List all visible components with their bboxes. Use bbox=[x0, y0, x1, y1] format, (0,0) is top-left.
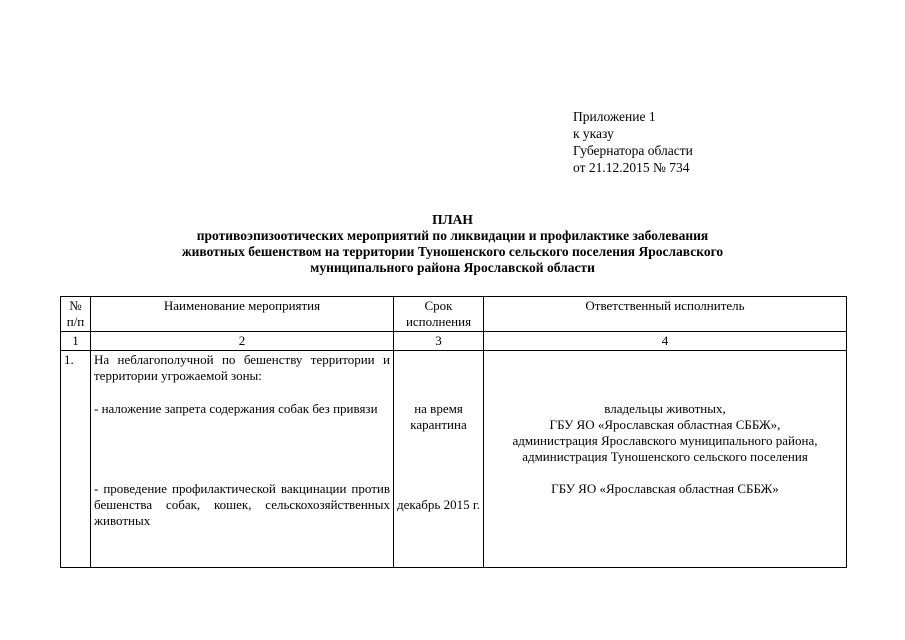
table-index-row bbox=[61, 332, 847, 351]
appendix-line: Губернатора области bbox=[573, 143, 693, 158]
appendix-line: Приложение 1 bbox=[573, 109, 656, 124]
deadline-value: на время карантина bbox=[410, 401, 467, 432]
header-responsible: Ответственный исполнитель bbox=[484, 297, 847, 332]
responsible-line: владельцы животных, bbox=[604, 401, 726, 416]
table-row bbox=[61, 351, 847, 568]
index-cell: 3 bbox=[394, 332, 484, 351]
title-line: животных бешенством на территории Туношенского сельского поселения Ярославского bbox=[181, 244, 724, 259]
table-header-row bbox=[61, 297, 847, 332]
row-activities bbox=[91, 351, 394, 568]
responsible-line: ГБУ ЯО «Ярославская областная СББЖ», bbox=[549, 417, 781, 432]
appendix-block bbox=[573, 108, 693, 176]
row-intro: На неблагополучной по бешенству территории и территории угрожаемой зоны: bbox=[94, 352, 390, 383]
index-cell: 1 bbox=[61, 332, 91, 351]
title-line: муниципального района Ярославской области bbox=[310, 260, 595, 275]
row-num: 1. bbox=[61, 351, 91, 568]
row-deadlines bbox=[394, 351, 484, 568]
header-num: № п/п bbox=[61, 297, 91, 332]
responsible-line: администрация Ярославского муниципального района, bbox=[512, 433, 818, 448]
deadline-value: декабрь 2015 г. bbox=[397, 497, 480, 512]
index-cell: 2 bbox=[91, 332, 394, 351]
row-responsible bbox=[484, 351, 847, 568]
responsible-line: администрация Туношенского сельского поселения bbox=[522, 449, 808, 464]
responsible-value: ГБУ ЯО «Ярославская областная СББЖ» bbox=[551, 481, 779, 496]
header-deadline: Срок исполнения bbox=[394, 297, 484, 332]
document-title bbox=[0, 212, 905, 276]
plan-table bbox=[60, 296, 847, 568]
title-line: противоэпизоотических мероприятий по ликвидации и профилактике заболевания bbox=[196, 228, 709, 243]
appendix-line: к указу bbox=[573, 126, 614, 141]
activity-item: - проведение профилактической вакцинации против бешенства собак, кошек, сельскохозяйственных животных bbox=[94, 481, 390, 528]
appendix-line: от 21.12.2015 № 734 bbox=[573, 160, 690, 175]
title-heading: ПЛАН bbox=[432, 212, 473, 227]
activity-item: - наложение запрета содержания собак без привязи bbox=[94, 401, 378, 416]
index-cell: 4 bbox=[484, 332, 847, 351]
header-name: Наименование мероприятия bbox=[91, 297, 394, 332]
